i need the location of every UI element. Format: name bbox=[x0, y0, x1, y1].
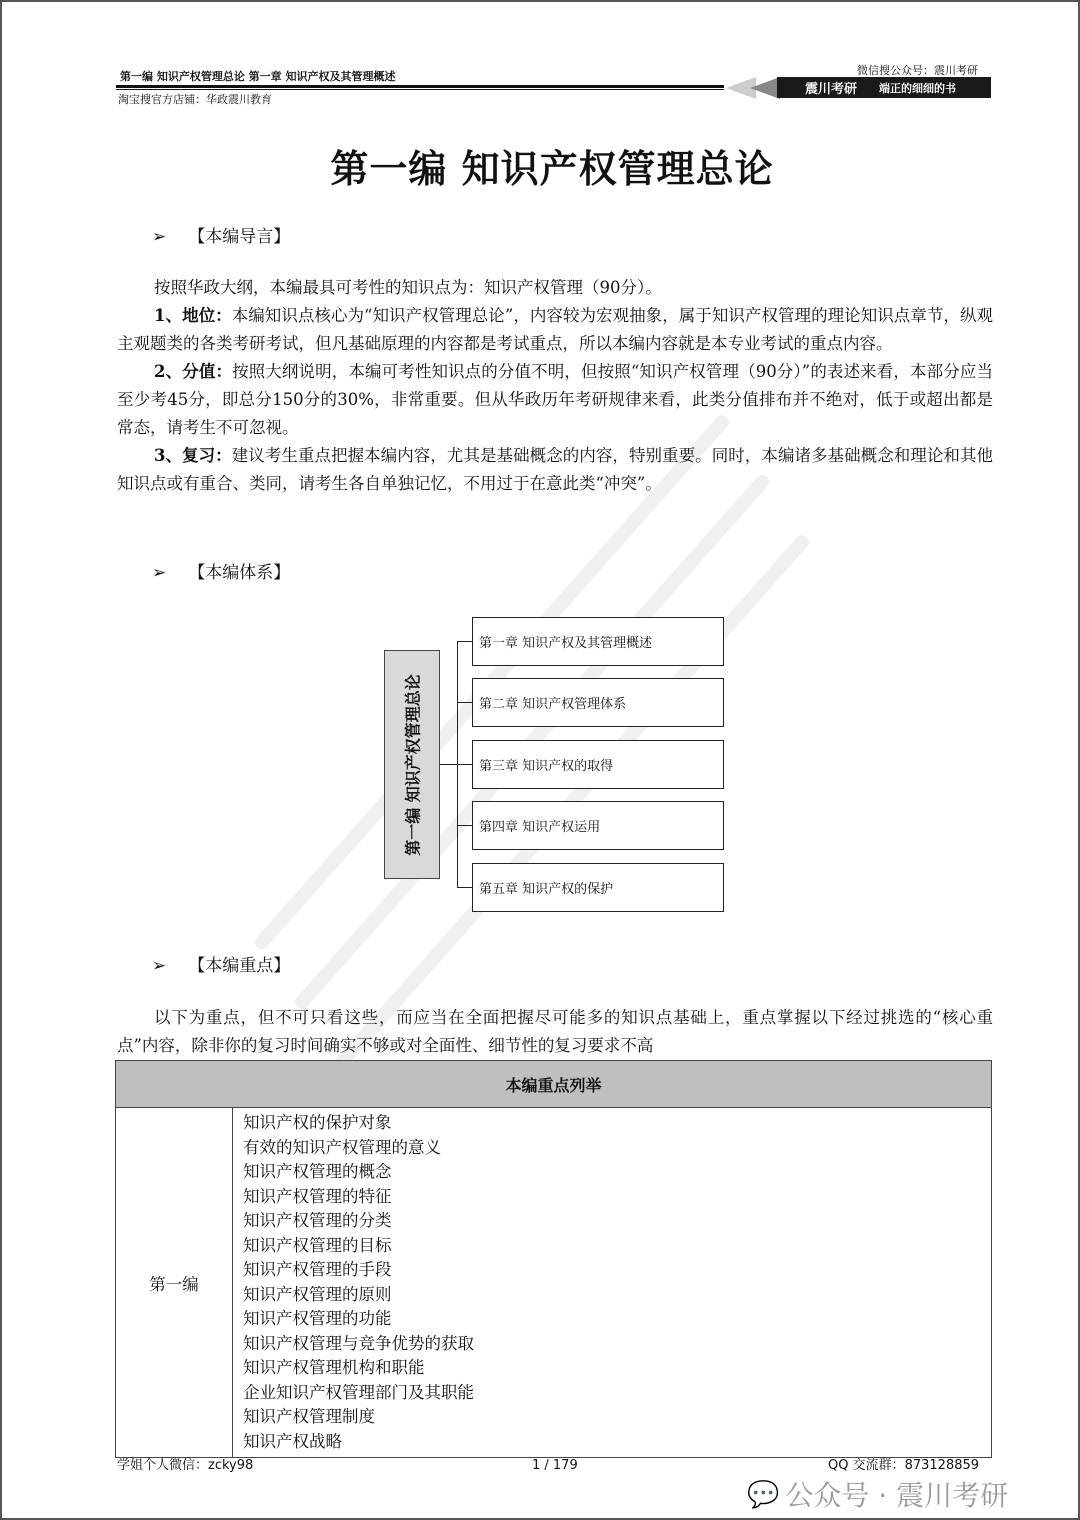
key-point-item: 知识产权管理机构和职能 bbox=[243, 1358, 425, 1377]
header-banner bbox=[777, 77, 991, 98]
table-header: 本编重点列举 bbox=[116, 1061, 992, 1108]
section-heading: 【本编导言】 bbox=[188, 227, 291, 247]
gzh-watermark bbox=[747, 1480, 1008, 1511]
text: 按照大纲说明，本编可考性知识点的分值不明，但按照“知识产权管理（90分）”的表述来看，本部分应当至少考45分，即总分150分的30%，非常重要。但从华政历年考研规律来看，此类分值排布并不绝对，低于或超出都是常态，请考生不可忽视。 bbox=[117, 362, 993, 437]
paragraph bbox=[117, 442, 993, 498]
key-points-table bbox=[115, 1060, 992, 1458]
arrow-bullet-icon: ➢ bbox=[152, 227, 167, 247]
key-point-item: 知识产权管理的概念 bbox=[243, 1162, 392, 1181]
key-point-item: 知识产权管理的分类 bbox=[243, 1211, 392, 1230]
paragraph bbox=[117, 358, 993, 442]
footer-qq: QQ 交流群：873128859 bbox=[828, 1458, 980, 1473]
slogan: 端正的细细的书 bbox=[879, 81, 957, 95]
wechat-icon: 💬 bbox=[747, 1480, 780, 1510]
paragraph bbox=[117, 302, 993, 358]
header-wechat: 微信搜公众号：震川考研 bbox=[857, 64, 978, 77]
key-point-item: 知识产权管理的原则 bbox=[243, 1284, 392, 1304]
diagram-chapter: 第三章 知识产权的取得 bbox=[472, 740, 724, 789]
connector bbox=[457, 764, 472, 765]
header-rule-thin bbox=[116, 89, 724, 90]
footer-wechat: 学姐个人微信：zcky98 bbox=[117, 1458, 254, 1473]
diagram-chapter: 第一章 知识产权及其管理概述 bbox=[472, 617, 724, 666]
header-rule bbox=[116, 85, 724, 88]
text: 建议考生重点把握本编内容，尤其是基础概念的内容，特别重要。同时，本编诸多基础概念和理论和其他知识点或有重合、类同，请考生各自单独记忆，不用过于在意此类“冲突”。 bbox=[117, 446, 993, 493]
label: 2、分值： bbox=[154, 362, 233, 381]
brand: 震川考研 bbox=[805, 82, 858, 97]
key-point-item: 知识产权管理的特征 bbox=[243, 1186, 392, 1206]
connector bbox=[457, 641, 472, 642]
header-breadcrumb: 第一编 知识产权管理总论 第一章 知识产权及其管理概述 bbox=[120, 70, 396, 83]
section-heading: 【本编重点】 bbox=[188, 956, 291, 976]
section-key bbox=[152, 951, 290, 976]
table-row bbox=[116, 1108, 992, 1458]
connector bbox=[457, 887, 472, 888]
gzh-text: 公众号 · 震川考研 bbox=[785, 1479, 1009, 1512]
paragraph: 以下为重点，但不可只看这些，而应当在全面把握尽可能多的知识点基础上，重点掌握以下经过挑选的“核心重点”内容，除非你的复习时间确实不够或对全面性、细节性的复习要求不高 bbox=[117, 1008, 993, 1055]
connector bbox=[457, 825, 472, 826]
page-title: 第一编 知识产权管理总论 bbox=[330, 146, 774, 191]
key-point-item: 知识产权管理制度 bbox=[243, 1407, 375, 1426]
key-point-item: 有效的知识产权管理的意义 bbox=[243, 1137, 441, 1157]
key-point-item: 企业知识产权管理部门及其职能 bbox=[243, 1382, 474, 1402]
diagram-root-label: 第一编 知识产权管理总论 bbox=[403, 673, 423, 856]
section-intro bbox=[152, 222, 290, 247]
key-point-item: 知识产权管理的手段 bbox=[243, 1260, 392, 1279]
diagram-chapter: 第四章 知识产权运用 bbox=[472, 801, 724, 850]
arrow-bullet-icon: ➢ bbox=[152, 956, 167, 976]
header-shop: 淘宝搜官方店铺：华政震川教育 bbox=[118, 93, 272, 106]
section-system bbox=[152, 558, 290, 583]
diagram-chapter: 第五章 知识产权的保护 bbox=[472, 863, 724, 912]
section-heading: 【本编体系】 bbox=[188, 563, 291, 583]
row-label: 第一编 bbox=[116, 1108, 233, 1458]
connector bbox=[457, 702, 472, 703]
key-points-list bbox=[233, 1108, 992, 1458]
key-point-item: 知识产权的保护对象 bbox=[243, 1113, 392, 1132]
text: 本编知识点核心为“知识产权管理总论”，内容较为宏观抽象，属于知识产权管理的理论知识点章节，纵观主观题类的各类考研考试，但凡基础原理的内容都是考试重点，所以本编内容就是本专业考试的重点内容。 bbox=[117, 306, 994, 353]
connector bbox=[440, 764, 457, 765]
label: 3、复习： bbox=[154, 446, 232, 465]
diagram-chapter: 第二章 知识产权管理体系 bbox=[472, 678, 724, 727]
key-point-item: 知识产权战略 bbox=[243, 1431, 342, 1451]
label: 1、地位： bbox=[154, 306, 232, 325]
arrow-bullet-icon: ➢ bbox=[152, 563, 167, 583]
key-point-item: 知识产权管理与竞争优势的获取 bbox=[243, 1333, 474, 1353]
diagram-root bbox=[384, 650, 440, 879]
intro-block bbox=[117, 274, 993, 498]
key-block bbox=[117, 1004, 993, 1060]
paragraph: 按照华政大纲，本编最具可考性的知识点为：知识产权管理（90分）。 bbox=[154, 278, 662, 297]
key-point-item: 知识产权管理的目标 bbox=[243, 1235, 392, 1255]
page-number: 1 / 179 bbox=[532, 1458, 578, 1473]
key-point-item: 知识产权管理的功能 bbox=[243, 1309, 392, 1328]
chevron-icon bbox=[750, 77, 780, 99]
